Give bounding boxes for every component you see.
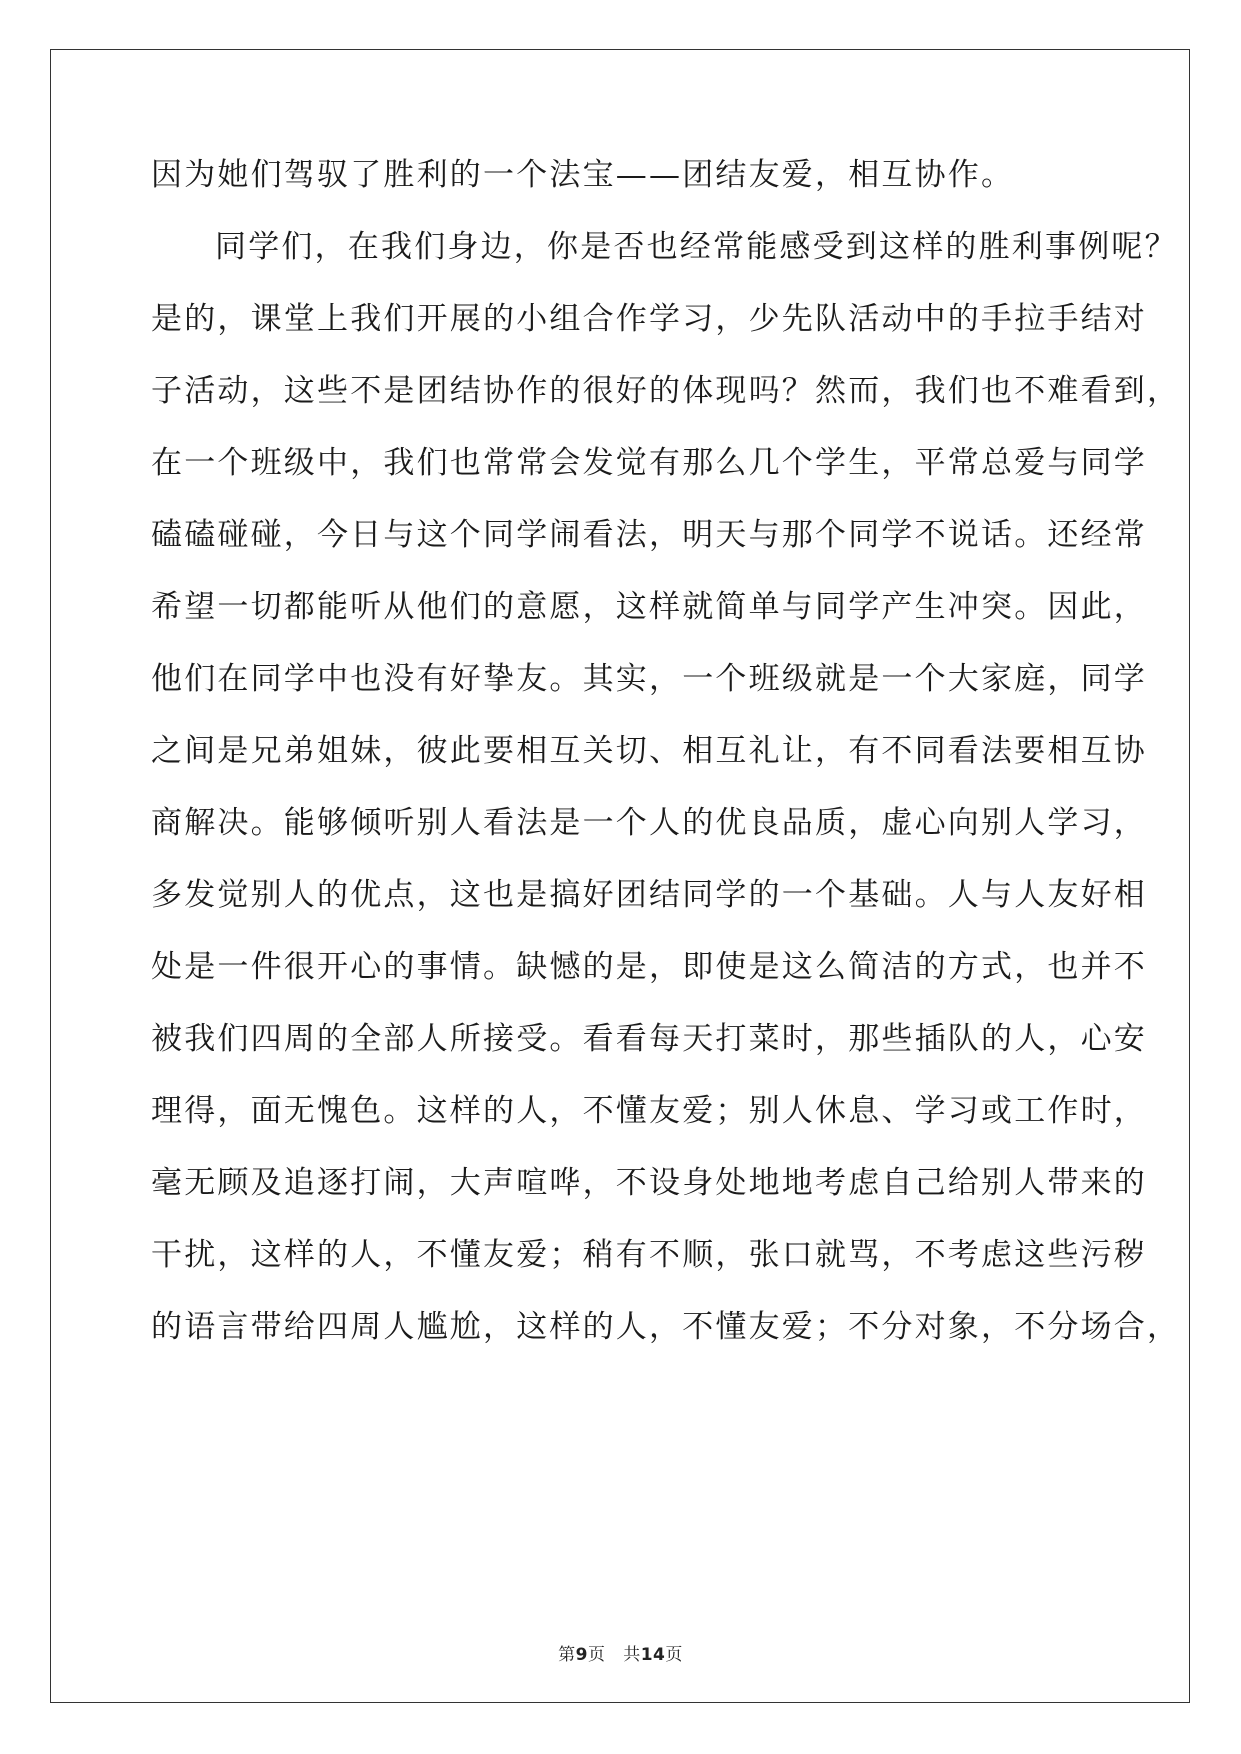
text-line: 商解决。能够倾听别人看法是一个人的优良品质，虚心向别人学习， — [151, 805, 1147, 841]
text-line: 他们在同学中也没有好挚友。其实，一个班级就是一个大家庭，同学 — [151, 661, 1147, 697]
text-line: 希望一切都能听从他们的意愿，这样就简单与同学产生冲突。因此， — [151, 589, 1147, 625]
paragraph-first-line: 同学们，在我们身边，你是否也经常能感受到这样的胜利事例呢？ — [215, 229, 1178, 265]
current-page-number: 9 — [575, 1645, 588, 1665]
text-line: 之间是兄弟姐妹，彼此要相互关切、相互礼让，有不同看法要相互协 — [151, 733, 1147, 769]
total-pages-number: 14 — [640, 1645, 666, 1665]
text-line: 因为她们驾驭了胜利的一个法宝——团结友爱，相互协作。 — [151, 157, 1015, 193]
text-line: 毫无顾及追逐打闹，大声喧哗，不设身处地地考虑自己给别人带来的 — [151, 1165, 1147, 1201]
text-line: 磕磕碰碰，今日与这个同学闹看法，明天与那个同学不说话。还经常 — [151, 517, 1147, 553]
text-line: 是的，课堂上我们开展的小组合作学习，少先队活动中的手拉手结对 — [151, 301, 1147, 337]
text-line: 干扰，这样的人，不懂友爱；稍有不顺，张口就骂，不考虑这些污秽 — [151, 1237, 1147, 1273]
page-footer — [0, 1640, 1241, 1665]
page-prefix: 第 — [558, 1645, 576, 1665]
text-line: 处是一件很开心的事情。缺憾的是，即使是这么简洁的方式，也并不 — [151, 949, 1147, 985]
total-suffix: 页 — [665, 1645, 683, 1665]
text-line: 子活动，这些不是团结协作的很好的体现吗？然而，我们也不难看到， — [151, 373, 1181, 409]
page-suffix: 页 — [587, 1645, 606, 1665]
text-line: 多发觉别人的优点，这也是搞好团结同学的一个基础。人与人友好相 — [151, 877, 1147, 913]
total-prefix: 共 — [623, 1645, 641, 1665]
text-line: 理得，面无愧色。这样的人，不懂友爱；别人休息、学习或工作时， — [151, 1093, 1147, 1129]
text-line: 被我们四周的全部人所接受。看看每天打菜时，那些插队的人，心安 — [151, 1021, 1147, 1057]
text-line: 的语言带给四周人尴尬，这样的人，不懂友爱；不分对象，不分场合， — [151, 1309, 1181, 1345]
text-line: 在一个班级中，我们也常常会发觉有那么几个学生，平常总爱与同学 — [151, 445, 1147, 481]
